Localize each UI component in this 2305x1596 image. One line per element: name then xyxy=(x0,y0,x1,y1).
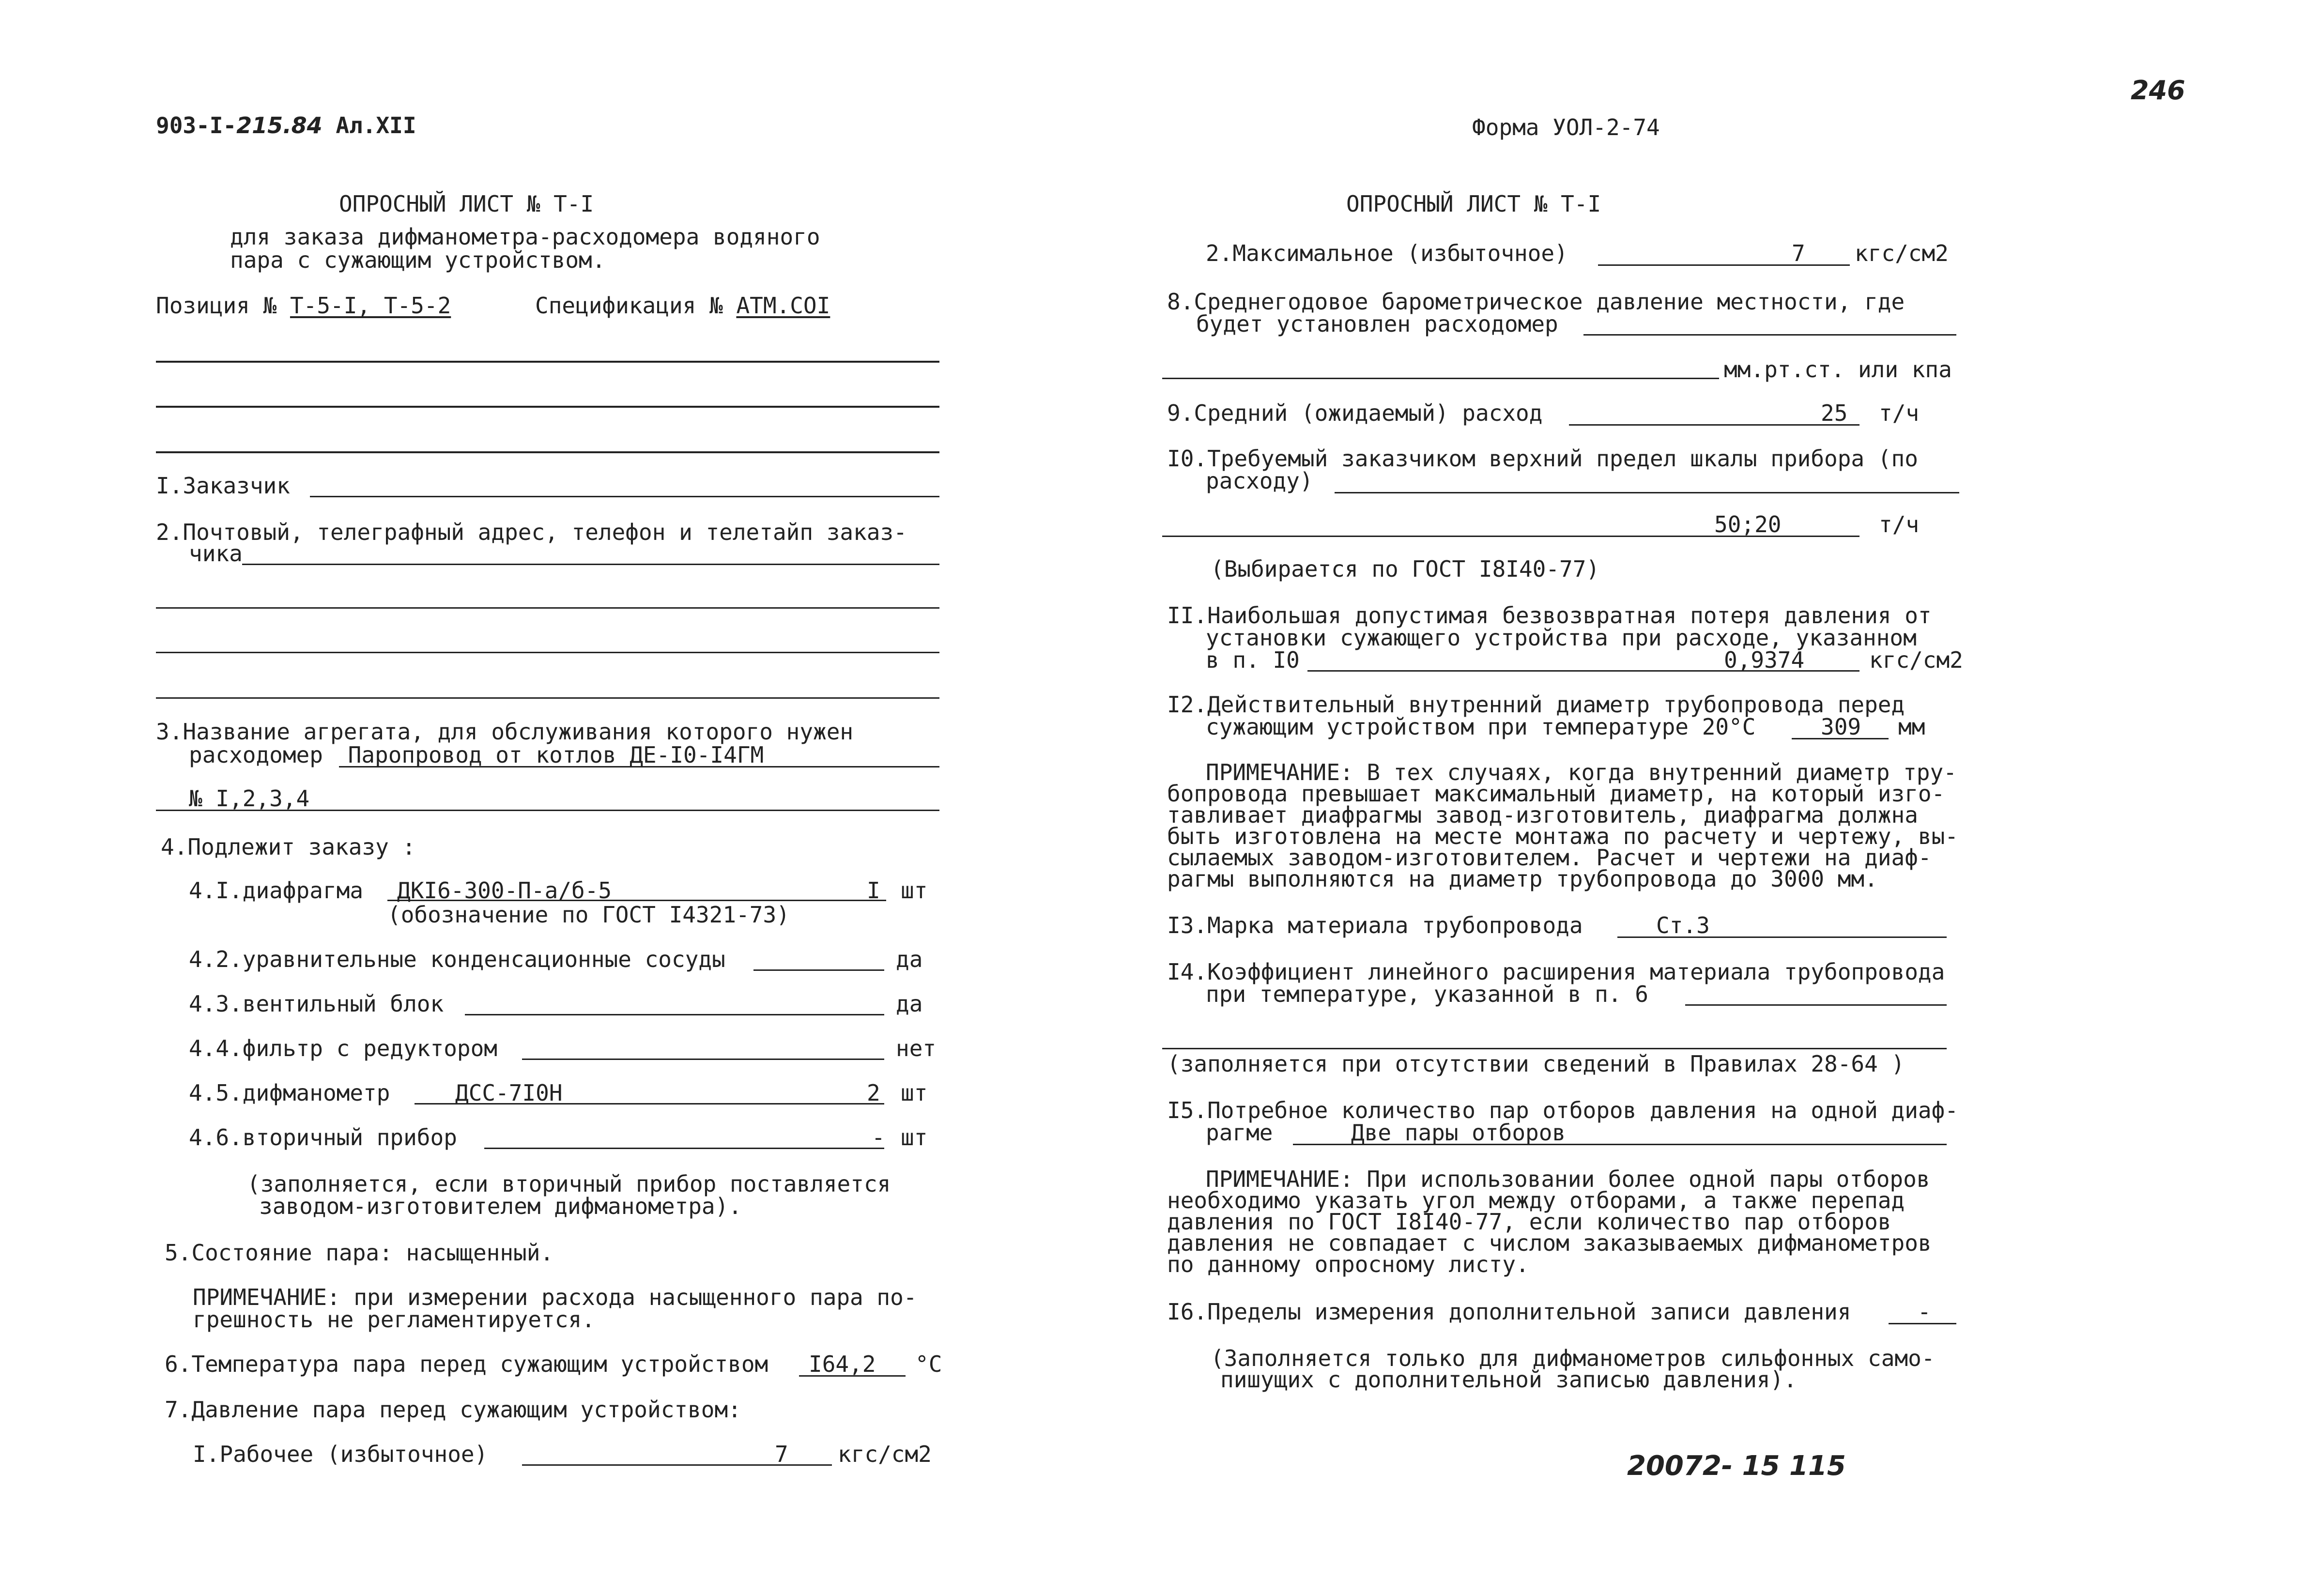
item-12-note-3: тавливает диафрагмы завод-изготовитель, диафрагма должна xyxy=(1167,802,1918,828)
blank-rule xyxy=(156,652,939,653)
item-15-note-5: по данному опросному листу. xyxy=(1167,1251,1529,1277)
max-pressure-field-line xyxy=(1598,264,1850,266)
item-4-5-unit: шт xyxy=(901,1080,928,1106)
item-13-material-value: Ст.3 xyxy=(1656,912,1710,938)
item-16-limits-label: I6.Пределы измерения дополнительной записи давления xyxy=(1167,1299,1851,1325)
blank-rule xyxy=(156,697,939,699)
scale-limit-field-line-1 xyxy=(1335,492,1959,493)
item-7-1-value: 7 xyxy=(775,1441,788,1467)
item-11-pressure-loss: II.Наибольшая допустимая безвозвратная потеря давления от xyxy=(1167,602,1932,629)
item-4-5-label: 4.5.дифманометр xyxy=(189,1080,390,1106)
item-10-scale-limit-value: 50;20 xyxy=(1714,511,1782,537)
item-4-5-qty: 2 xyxy=(867,1080,880,1106)
item-4-order: 4.Подлежит заказу : xyxy=(161,834,416,860)
item-16-note-2: пишущих с дополнительной записью давления). xyxy=(1220,1366,1797,1393)
document-code-suffix: Ал.XII xyxy=(336,112,416,138)
item-11-pressure-loss-cont: установки сужающего устройства при расходе, указанном xyxy=(1206,625,1917,651)
temperature-field-line xyxy=(799,1375,906,1377)
limits-field-line xyxy=(1889,1323,1956,1324)
item-16-limits-value: - xyxy=(1918,1299,1931,1325)
item-16-note-1: (Заполняется только для дифманометров сильфонных само- xyxy=(1211,1345,1935,1371)
item-2-max-pressure-unit: кгс/см2 xyxy=(1855,240,1949,266)
item-15-note-2: необходимо указать угол между отборами, а также перепад xyxy=(1167,1187,1905,1213)
diaphragm-field-line xyxy=(387,900,886,901)
item-4-6-label: 4.6.вторичный прибор xyxy=(189,1124,457,1151)
item-15-taps-value: Две пары отборов xyxy=(1351,1120,1566,1146)
expansion-field-line-2 xyxy=(1162,1048,1947,1049)
item-11-pressure-loss-unit: кгс/см2 xyxy=(1869,647,1963,673)
spec-value: АТМ.СОI xyxy=(736,292,830,319)
vessels-field-line xyxy=(753,969,884,971)
position-line xyxy=(156,294,451,317)
item-10-scale-limit: I0.Требуемый заказчиком верхний предел шкалы прибора (по xyxy=(1167,445,1918,472)
pressure-loss-field-line xyxy=(1307,670,1859,672)
item-12-inner-diameter-value: 309 xyxy=(1821,714,1861,740)
item-4-4-label: 4.4.фильтр с редуктором xyxy=(189,1035,497,1061)
page-number: 246 xyxy=(2131,75,2185,106)
item-12-inner-diameter-label: сужающим устройством при температуре 20°С xyxy=(1206,714,1756,740)
item-4-2-value: да xyxy=(896,946,923,972)
item-3-meter-label: расходомер xyxy=(189,742,323,768)
item-12-note-6: рагмы выполняются на диаметр трубопровода до 3000 мм. xyxy=(1167,866,1878,892)
taps-field-line xyxy=(1293,1144,1947,1145)
footer-handwritten-number: 20072- 15 115 xyxy=(1627,1450,1846,1482)
item-7-1-unit: кгс/см2 xyxy=(838,1441,932,1467)
item-1-customer: I.Заказчик xyxy=(156,473,290,499)
item-2-max-pressure-label: 2.Максимальное (избыточное) xyxy=(1206,240,1568,266)
item-6-temperature-label: 6.Температура пара перед сужающим устройством xyxy=(165,1351,768,1377)
item-12-note-2: бопровода превышает максимальный диаметр, на который изго- xyxy=(1167,781,1945,807)
working-pressure-field-line xyxy=(522,1464,832,1466)
item-5-steam-state: 5.Состояние пара: насыщенный. xyxy=(165,1240,554,1266)
item-15-taps: I5.Потребное количество пар отборов давления на одной диаф- xyxy=(1167,1097,1958,1123)
scale-limit-field-line-2 xyxy=(1162,536,1859,537)
manometer-field-line xyxy=(415,1103,884,1105)
item-12-inner-diameter-unit: мм xyxy=(1898,714,1925,740)
item-8-barometric-unit: мм.рт.ст. или кпа xyxy=(1724,356,1952,383)
item-3-meter-value: Паропровод от котлов ДЕ-I0-I4ГМ xyxy=(348,742,764,768)
spec-line xyxy=(535,294,830,317)
item-11-pressure-loss-value: 0,9374 xyxy=(1724,647,1805,673)
item-3-boiler-numbers: № I,2,3,4 xyxy=(189,785,310,812)
item-2-max-pressure-value: 7 xyxy=(1792,240,1805,266)
document-code xyxy=(156,114,416,137)
item-15-note-1: ПРИМЕЧАНИЕ: При использовании более одной пары отборов xyxy=(1206,1166,1930,1192)
item-4-1-unit: шт xyxy=(901,877,928,904)
expansion-field-line xyxy=(1685,1004,1947,1006)
item-4-3-label: 4.3.вентильный блок xyxy=(189,991,444,1017)
item-9-flow-label: 9.Средний (ожидаемый) расход xyxy=(1167,400,1543,426)
item-7-1-label: I.Рабочее (избыточное) xyxy=(193,1441,488,1467)
right-title: ОПРОСНЫЙ ЛИСТ № Т-I xyxy=(1346,191,1601,217)
filter-field-line xyxy=(522,1059,884,1060)
item-12-inner-diameter: I2.Действительный внутренний диаметр трубопровода перед xyxy=(1167,691,1905,718)
item-4-1-value: ДКI6-300-П-а/б-5 xyxy=(397,877,612,904)
spec-label: Спецификация № xyxy=(535,292,723,319)
item-8-barometric: 8.Среднегодовое барометрическое давление местности, где xyxy=(1167,289,1905,315)
item-4-1-qty: I xyxy=(867,877,880,904)
item-10-gost-note: (Выбирается по ГОСТ I8I40-77) xyxy=(1211,556,1600,582)
item-4-4-value: нет xyxy=(896,1035,937,1061)
item-10-scale-limit-cont: расходу) xyxy=(1206,468,1313,494)
item-4-3-value: да xyxy=(896,991,923,1017)
barometric-field-line-2 xyxy=(1162,378,1719,379)
item-3-unit-name: 3.Название агрегата, для обслуживания которого нужен xyxy=(156,719,854,745)
valve-block-field-line xyxy=(465,1014,884,1015)
item-15-note-4: давления не совпадает с числом заказываемых дифманометров xyxy=(1167,1230,1932,1256)
item-4-6-qty: - xyxy=(872,1124,885,1151)
item-4-5-value: ДСС-7I0Н xyxy=(455,1080,563,1106)
left-title: ОПРОСНЫЙ ЛИСТ № Т-I xyxy=(339,191,594,217)
item-12-note-1: ПРИМЕЧАНИЕ: В тех случаях, когда внутренний диаметр тру- xyxy=(1206,759,1957,785)
item-15-note-3: давления по ГОСТ I8I40-77, если количество пар отборов xyxy=(1167,1209,1891,1235)
item-2-address-cont: чика xyxy=(189,540,243,567)
item-4-1-label: 4.I.диафрагма xyxy=(189,877,364,904)
customer-field-line xyxy=(310,496,939,497)
item-7-pressure: 7.Давление пара перед сужающим устройством: xyxy=(165,1396,741,1423)
meter-field-line xyxy=(339,766,939,767)
form-label: Форма УОЛ-2-74 xyxy=(1472,114,1660,140)
material-field-line xyxy=(1617,936,1947,938)
item-4-2-label: 4.2.уравнительные конденсационные сосуды xyxy=(189,946,725,972)
item-4-6-note-1: (заполняется, если вторичный прибор поставляется xyxy=(247,1171,891,1197)
item-3-meter-line xyxy=(189,744,764,766)
item-14-expansion-note: (заполняется при отсутствии сведений в Правилах 28-64 ) xyxy=(1167,1051,1905,1077)
item-5-note-2: грешность не регламентируется. xyxy=(193,1306,595,1333)
blank-rule xyxy=(156,451,939,453)
item-14-expansion: I4.Коэффициент линейного расширения материала трубопровода xyxy=(1167,959,1945,985)
document-code-prefix: 903-I- xyxy=(156,112,237,138)
item-13-material-label: I3.Марка материала трубопровода xyxy=(1167,912,1583,938)
boiler-numbers-line xyxy=(156,810,939,811)
item-6-temperature-unit: °С xyxy=(915,1351,942,1377)
secondary-device-field-line xyxy=(484,1148,884,1149)
left-subtitle-2: пара с сужающим устройством. xyxy=(230,247,606,273)
item-12-note-4: быть изготовлена на месте монтажа по расчету и чертежу, вы- xyxy=(1167,823,1958,849)
item-4-1-note: (обозначение по ГОСТ I4321-73) xyxy=(387,902,790,928)
item-8-barometric-cont: будет установлен расходомер xyxy=(1196,311,1558,337)
left-subtitle-1: для заказа дифманометра-расходомера водяного xyxy=(230,224,820,250)
item-5-note-1: ПРИМЕЧАНИЕ: при измерении расхода насыщенного пара по- xyxy=(193,1284,917,1310)
item-2-address: 2.Почтовый, телеграфный адрес, телефон и телетайп заказ- xyxy=(156,519,907,545)
item-14-expansion-cont: при температуре, указанной в п. 6 xyxy=(1206,981,1648,1007)
item-9-flow-value: 25 xyxy=(1821,400,1848,426)
item-15-taps-label: рагме xyxy=(1206,1120,1273,1146)
address-field-line xyxy=(242,564,939,565)
document-code-handwritten: 215.84 xyxy=(236,112,323,138)
item-9-flow-unit: т/ч xyxy=(1879,400,1920,426)
flow-field-line xyxy=(1569,424,1859,426)
barometric-field-line-1 xyxy=(1583,334,1956,336)
blank-rule xyxy=(156,607,939,609)
item-4-6-unit: шт xyxy=(901,1124,928,1151)
item-12-note-5: сылаемых заводом-изготовителем. Расчет и чертежи на диаф- xyxy=(1167,844,1932,871)
blank-rule xyxy=(156,406,939,408)
inner-diameter-field-line xyxy=(1792,738,1889,739)
item-4-6-note-2: заводом-изготовителем дифманометра). xyxy=(259,1193,742,1219)
item-10-scale-limit-unit: т/ч xyxy=(1879,511,1920,537)
position-value: Т-5-I, Т-5-2 xyxy=(290,292,451,319)
position-label: Позиция № xyxy=(156,292,277,319)
item-11-pressure-loss-ref: в п. I0 xyxy=(1206,647,1300,673)
blank-rule xyxy=(156,361,939,363)
item-6-temperature-value: I64,2 xyxy=(809,1351,876,1377)
